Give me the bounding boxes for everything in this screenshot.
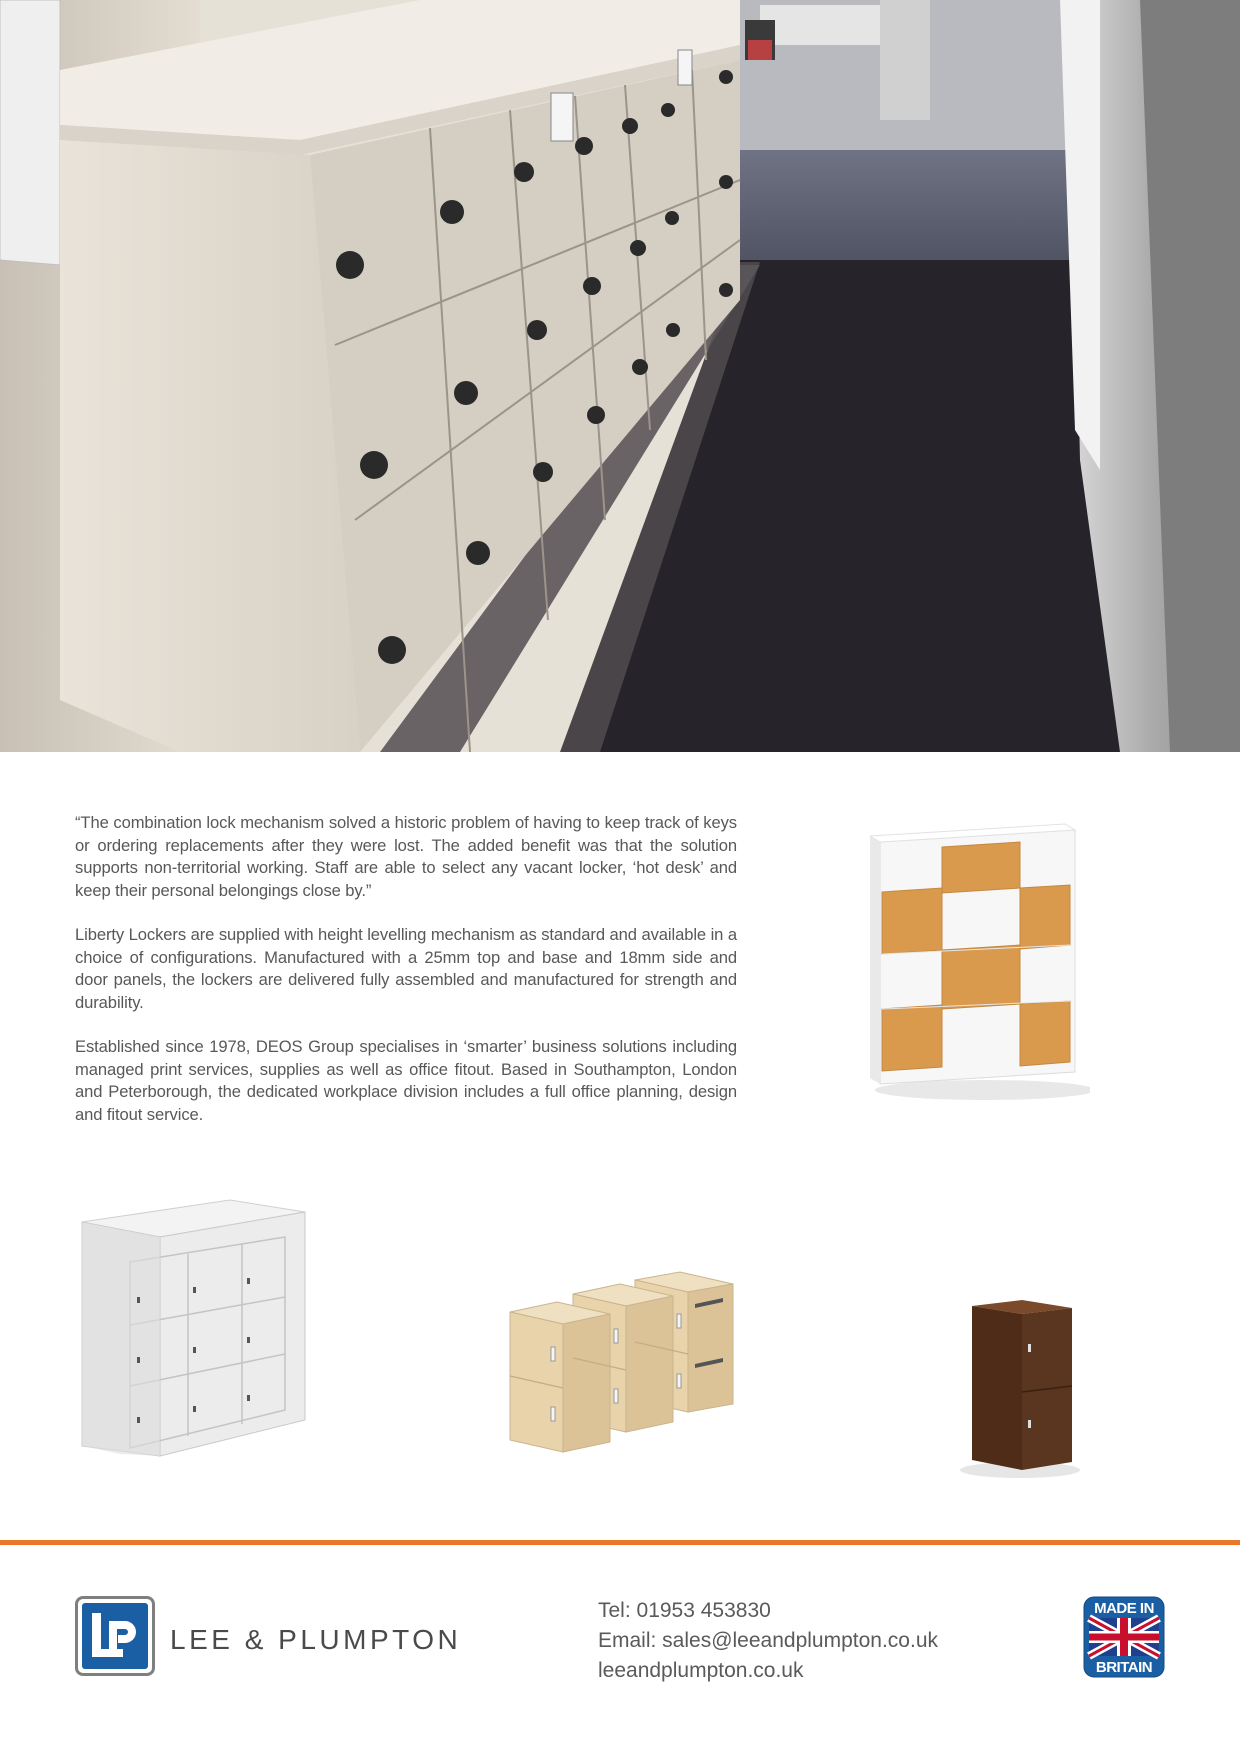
checkerboard-locker-image: [870, 822, 1090, 1102]
union-flag-icon: [1083, 1596, 1165, 1678]
company-description: Established since 1978, DEOS Group specialises in ‘smarter’ business solutions including managed print services, supplies as well as office fitout. Based in Southampton, London and Peterborough, the dedicated workplace division includes a full office planning, design and fitout service.: [75, 1037, 737, 1124]
office-lockers-illustration: [0, 0, 1240, 752]
grey-nine-door-locker-image: [80, 1192, 310, 1462]
brand-logo: [75, 1596, 475, 1678]
lp-monogram-icon: [82, 1603, 146, 1667]
brand-name: LEE & PLUMPTON: [170, 1624, 462, 1655]
phone-number[interactable]: Tel: 01953 453830: [598, 1599, 771, 1622]
website-link[interactable]: leeandplumpton.co.uk: [598, 1659, 804, 1682]
hero-photo: [0, 0, 1240, 752]
badge-bottom-text: BRITAIN: [1095, 1659, 1153, 1676]
body-copy: [75, 812, 737, 1148]
walnut-locker-image: [950, 1300, 1090, 1480]
email-address[interactable]: Email: sales@leeandplumpton.co.uk: [598, 1629, 938, 1652]
contact-details: [598, 1596, 938, 1686]
badge-top-text: MADE IN: [1094, 1600, 1154, 1617]
testimonial-quote: “The combination lock mechanism solved a historic problem of having to keep track of keys or ordering replacements after they were lost. The added benefit was that the solution supports non-territorial working. Staff are able to select any vacant locker, ‘hot desk’ and keep their personal belongings close by.”: [75, 813, 737, 900]
made-in-britain-badge: [1083, 1596, 1165, 1678]
maple-locker-group-image: [505, 1262, 735, 1462]
product-description: Liberty Lockers are supplied with height levelling mechanism as standard and available in a choice of configurations. Manufactured with a 25mm top and base and 18mm side and door panels, the lockers are delivered fully assembled and manufactured for strength and durability.: [75, 925, 737, 1012]
footer-accent-rule: [0, 1540, 1240, 1545]
lp-logo-icon: [75, 1596, 155, 1676]
